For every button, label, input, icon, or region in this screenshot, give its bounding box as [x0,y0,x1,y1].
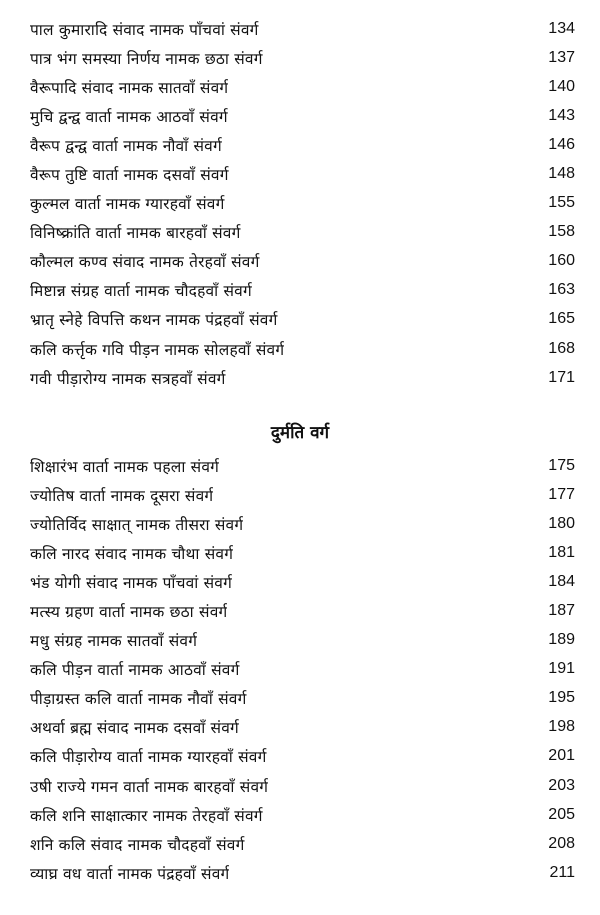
entry-title: कलि कर्त्तृक गवि पीड़न नामक सोलहवाँ संवर्ग [30,340,285,359]
entry-title: गवी पीड़ारोग्य नामक सत्रहवाँ संवर्ग [30,369,226,388]
contents-entry [30,742,575,771]
entry-title: वैरूप तुष्टि वार्ता नामक दसवाँ संवर्ग [30,166,229,185]
entry-title: कौल्मल कण्व संवाद नामक तेरहवाँ संवर्ग [30,253,260,272]
contents-entry [30,509,575,538]
contents-entry [30,363,575,392]
contents-entry [30,305,575,334]
contents-entry [30,218,575,247]
entry-page-number: 198 [548,718,575,736]
entry-page-number: 177 [548,485,575,503]
entry-page-number: 181 [548,543,575,561]
contents-entry [30,858,575,887]
contents-entry [30,771,575,800]
entry-title: पाल कुमारादि संवाद नामक पाँचवां संवर्ग [30,20,259,39]
entry-page-number: 134 [548,19,575,37]
contents-entry [30,130,575,159]
entry-page-number: 163 [548,281,575,299]
entry-page-number: 195 [548,689,575,707]
entry-title: पीड़ाग्रस्त कलि वार्ता नामक नौवाँ संवर्ग [30,690,247,709]
contents-entry [30,334,575,363]
entry-title: व्याघ्र वध वार्ता नामक पंद्रहवाँ संवर्ग [30,864,230,883]
contents-entry [30,596,575,625]
entry-title: भ्रातृ स्नेहे विपत्ति कथन नामक पंद्रहवाँ संवर्ग [30,311,278,330]
entry-page-number: 168 [548,339,575,357]
entry-page-number: 175 [548,456,575,474]
contents-entry [30,276,575,305]
entry-page-number: 146 [548,135,575,153]
contents-entry [30,480,575,509]
entry-page-number: 137 [548,48,575,66]
entry-title: अथर्वा ब्रह्म संवाद नामक दसवाँ संवर्ग [30,719,239,738]
entry-page-number: 140 [548,77,575,95]
contents-list-section-two [30,451,575,887]
contents-entry [30,14,575,43]
contents-entry [30,101,575,130]
contents-entry [30,800,575,829]
entry-title: कुल्मल वार्ता नामक ग्यारहवाँ संवर्ग [30,195,225,214]
entry-title: कलि पीड़न वार्ता नामक आठवाँ संवर्ग [30,661,240,680]
contents-entry [30,43,575,72]
entry-title: मत्स्य ग्रहण वार्ता नामक छठा संवर्ग [30,603,228,622]
contents-entry [30,655,575,684]
entry-page-number: 143 [548,106,575,124]
entry-title: कलि नारद संवाद नामक चौथा संवर्ग [30,544,234,563]
entry-page-number: 187 [548,602,575,620]
entry-page-number: 155 [548,194,575,212]
entry-title: वैरूप द्वन्द्व वार्ता नामक नौवाँ संवर्ग [30,136,222,155]
entry-page-number: 205 [548,805,575,823]
entry-title: कलि पीड़ारोग्य वार्ता नामक ग्यारहवाँ संवर्ग [30,748,267,767]
entry-title: ज्योतिष वार्ता नामक दूसरा संवर्ग [30,486,214,505]
entry-title: उषी राज्ये गमन वार्ता नामक बारहवाँ संवर्ग [30,777,269,796]
contents-entry [30,72,575,101]
entry-page-number: 165 [548,310,575,328]
entry-page-number: 203 [548,776,575,794]
entry-page-number: 208 [548,834,575,852]
contents-entry [30,189,575,218]
entry-title: शिक्षारंभ वार्ता नामक पहला संवर्ग [30,457,220,476]
entry-page-number: 189 [548,631,575,649]
entry-page-number: 211 [549,863,575,881]
contents-entry [30,713,575,742]
entry-page-number: 148 [548,165,575,183]
entry-page-number: 171 [548,368,575,386]
entry-page-number: 158 [548,223,575,241]
contents-list-section-one [30,14,575,392]
entry-page-number: 184 [548,572,575,590]
entry-title: ज्योतिर्विद साक्षात् नामक तीसरा संवर्ग [30,515,244,534]
entry-title: कलि शनि साक्षात्कार नामक तेरहवाँ संवर्ग [30,806,263,825]
entry-page-number: 160 [548,252,575,270]
contents-entry [30,567,575,596]
entry-title: मधु संग्रह नामक सातवाँ संवर्ग [30,632,198,651]
entry-page-number: 180 [548,514,575,532]
contents-entry [30,451,575,480]
entry-title: मिष्टान्न संग्रह वार्ता नामक चौदहवाँ संवर्ग [30,282,252,301]
entry-page-number: 201 [548,747,575,765]
entry-title: शनि कलि संवाद नामक चौदहवाँ संवर्ग [30,835,245,854]
entry-title: भंड योगी संवाद नामक पाँचवां संवर्ग [30,573,233,592]
entry-title: मुचि द्वन्द्व वार्ता नामक आठवाँ संवर्ग [30,107,228,126]
contents-entry [30,247,575,276]
contents-entry [30,159,575,188]
contents-entry [30,538,575,567]
entry-title: विनिष्क्रांति वार्ता नामक बारहवाँ संवर्ग [30,224,241,243]
entry-title: पात्र भंग समस्या निर्णय नामक छठा संवर्ग [30,49,263,68]
contents-entry [30,626,575,655]
contents-entry [30,829,575,858]
entry-title: वैरूपादि संवाद नामक सातवाँ संवर्ग [30,78,229,97]
section-heading: दुर्मति वर्ग [270,423,330,443]
contents-entry [30,684,575,713]
entry-page-number: 191 [548,660,575,678]
